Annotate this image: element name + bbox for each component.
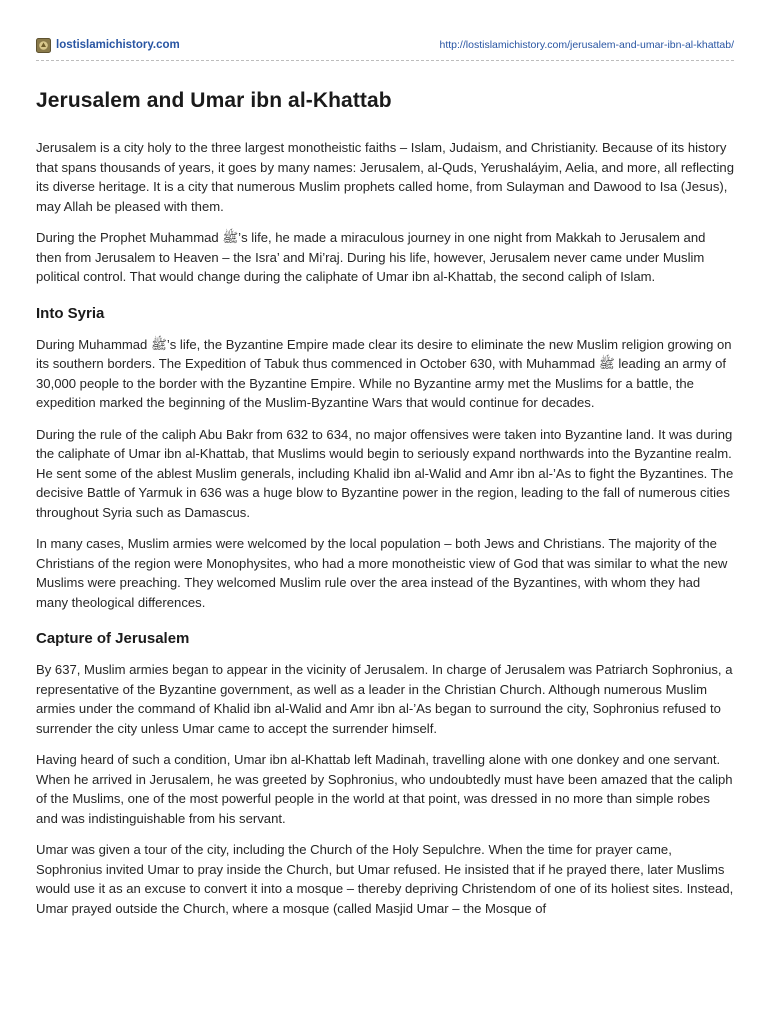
site-logo-icon xyxy=(36,38,51,53)
page-url-link[interactable]: http://lostislamichistory.com/jerusalem-and-umar-ibn-al-khattab/ xyxy=(439,39,734,51)
page-header xyxy=(36,37,734,53)
section-heading-capture-of-jerusalem: Capture of Jerusalem xyxy=(36,630,190,647)
site-brand-link[interactable] xyxy=(36,38,180,53)
article-title: Jerusalem and Umar ibn al-Khattab xyxy=(36,89,392,112)
paragraph: Jerusalem is a city holy to the three largest monotheistic faiths – Islam, Judaism, and Christianity. Because of its history that spans thousands of years, it goes by many names: Jerusalem, al-Quds, Yerushaláyim, Aelia, and more, all reflecting its diverse heritage. It is a city that numerous Muslim prophets called home, from Sulayman and Dawood to Isa (Jesus), may Allah be pleased with them. xyxy=(36,140,734,214)
paragraph: During the Prophet Muhammad ﷺ’s life, he made a miraculous journey in one night from Makkah to Jerusalem and then from Jerusalem to Heaven – the Isra’ and Mi’raj. During his life, however, Jerusalem never came under Muslim political control. That would change during the caliphate of Umar ibn al-Khattab, the second caliph of Islam. xyxy=(36,230,706,284)
paragraph: Umar was given a tour of the city, including the Church of the Holy Sepulchre. When the time for prayer came, Sophronius invited Umar to pray inside the Church, but Umar refused. He insisted that if he prayed there, later Muslims would use it as an excuse to convert it into a mosque – thereby depriving Christendom of one of its holiest sites. Instead, Umar prayed outside the Church, where a mosque (called Masjid Umar – the Mosque of xyxy=(36,842,734,916)
section-heading-into-syria: Into Syria xyxy=(36,304,105,322)
paragraph: Having heard of such a condition, Umar ibn al-Khattab left Madinah, travelling alone with one donkey and one servant. When he arrived in Jerusalem, he was greeted by Sophronius, who undoubtedly must have been amazed that the caliph of the Muslims, one of the most powerful people in the world at that point, was dressed in no more than simple robes and was indistinguishable from his servant. xyxy=(36,752,733,826)
site-name-link[interactable]: lostislamichistory.com xyxy=(56,39,180,51)
paragraph: By 637, Muslim armies began to appear in the vicinity of Jerusalem. In charge of Jerusalem was Patriarch Sophronius, a representative of the Byzantine government, as well as a leader in the Christian Church. Although numerous Muslim armies under the command of Khalid ibn al-Walid and Amr ibn al-’As began to surround the city, Sophronius refused to surrender the city unless Umar came to accept the surrender himself. xyxy=(36,662,733,736)
paragraph: During the rule of the caliph Abu Bakr from 632 to 634, no major offensives were taken into Byzantine land. It was during the caliphate of Umar ibn al-Khattab, that Muslims would begin to seriously expand northwards into the Byzantine realm. He sent some of the ablest Muslim generals, including Khalid ibn al-Walid and Amr ibn al-’As to fight the Byzantines. The decisive Battle of Yarmuk in 636 was a huge blow to Byzantine power in the region, leading to the fall of numerous cities throughout Syria such as Damascus. xyxy=(36,426,734,520)
article-body xyxy=(36,138,734,930)
header-divider xyxy=(36,60,734,61)
paragraph: During Muhammad ﷺ’s life, the Byzantine Empire made clear its desire to eliminate the new Muslim religion growing on its southern borders. The Expedition of Tabuk thus commenced in October 630, with Muhammad ﷺ leading an army of 30,000 people to the border with the Byzantine Empire. While no Byzantine army met the Muslims for a battle, the expedition marked the beginning of the Muslim-Byzantine Wars that would continue for decades. xyxy=(36,336,732,410)
paragraph: In many cases, Muslim armies were welcomed by the local population – both Jews and Christians. The majority of the Christians of the region were Monophysites, who had a more monotheistic view of God that was similar to what the new Muslims were preaching. They welcomed Muslim rule over the area instead of the Byzantines, with whom they had many theological differences. xyxy=(36,536,728,610)
